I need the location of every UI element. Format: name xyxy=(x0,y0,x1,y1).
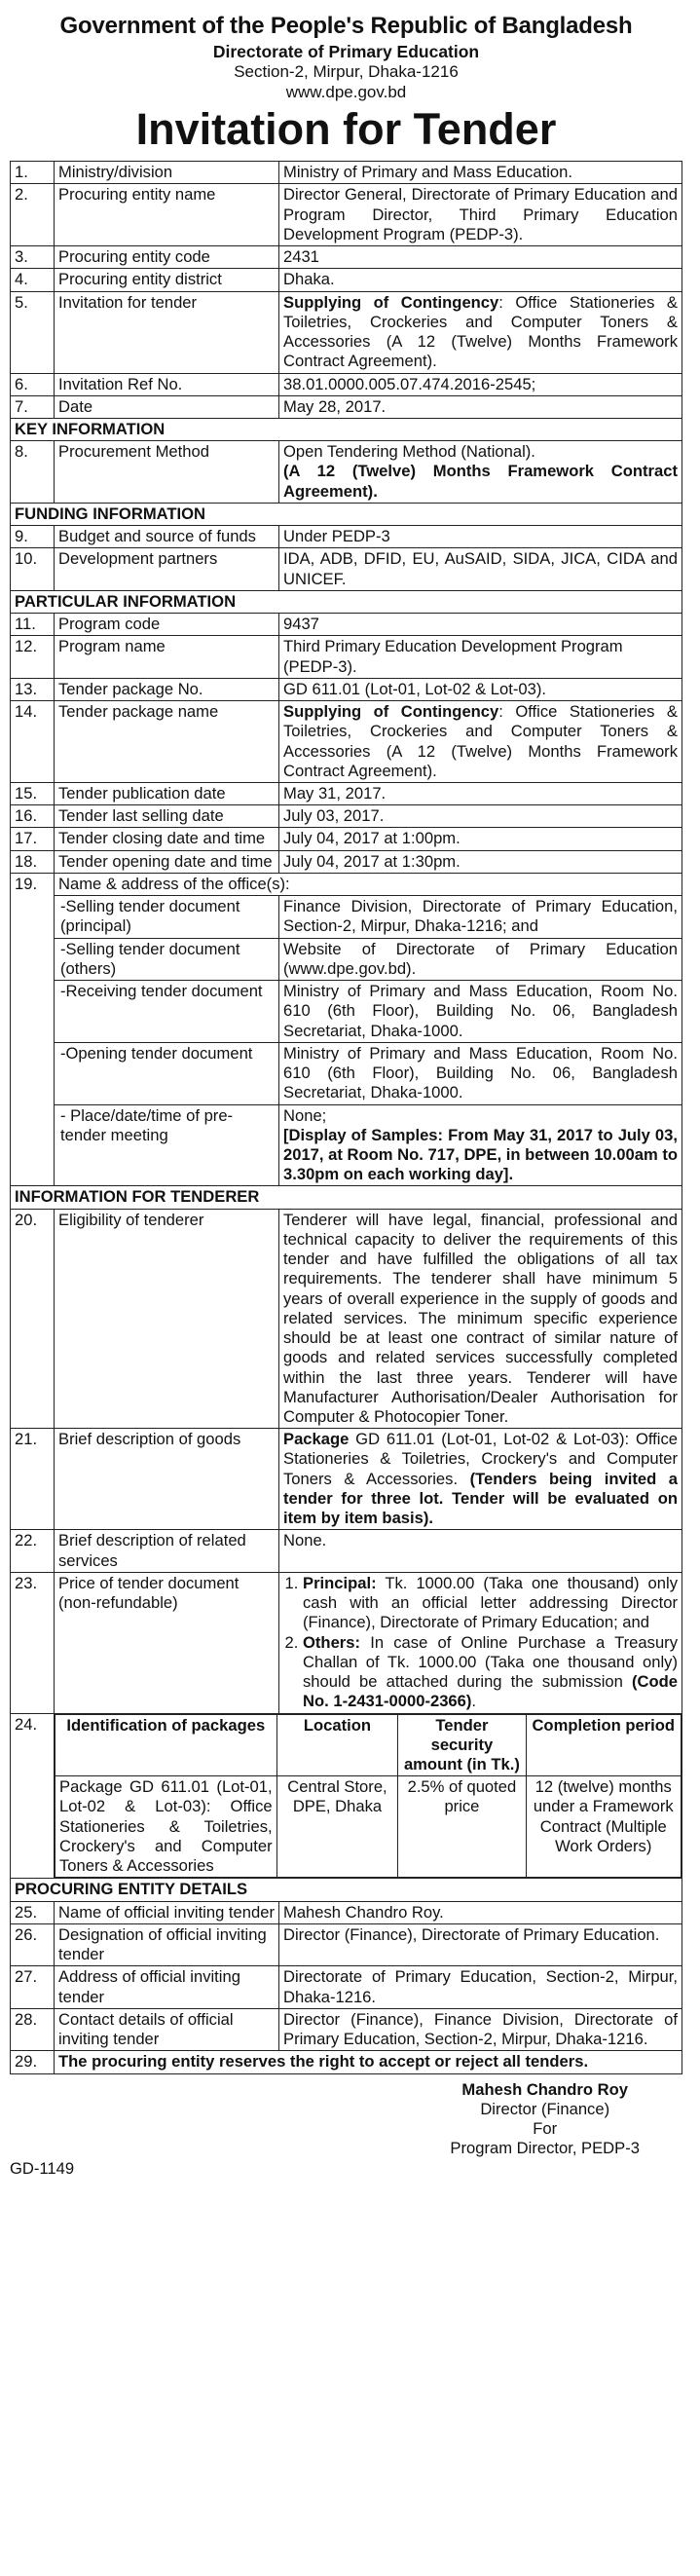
row-label: Program name xyxy=(55,636,279,678)
row-number: 9. xyxy=(11,526,55,548)
row-value: IDA, ADB, DFID, EU, AuSAID, SIDA, JICA, CIDA and UNICEF. xyxy=(279,548,682,590)
value-emphasis: Supplying of Contingency xyxy=(283,702,499,722)
row-value: The procuring entity reserves the right to accept or reject all tenders. xyxy=(55,2051,682,2073)
tender-details-table xyxy=(10,161,682,2073)
row-value: Under PEDP-3 xyxy=(279,526,682,548)
table-row xyxy=(11,526,682,548)
row-value xyxy=(279,291,682,373)
signatory-for: For xyxy=(533,2118,558,2138)
table-row xyxy=(11,636,682,678)
security-cell: 2.5% of quoted price xyxy=(398,1776,526,1878)
value-text: . xyxy=(471,1692,477,1711)
section-heading-row xyxy=(11,1879,682,1901)
value-emphasis: Others: xyxy=(303,1632,361,1652)
section-heading: PARTICULAR INFORMATION xyxy=(11,590,682,613)
column-header: Tender security amount (in Tk.) xyxy=(398,1714,526,1776)
row-number: 26. xyxy=(11,1923,55,1965)
table-row xyxy=(11,782,682,804)
row-number: 22. xyxy=(11,1530,55,1572)
row-value: Dhaka. xyxy=(279,269,682,291)
table-row xyxy=(11,184,682,246)
row-number: 5. xyxy=(11,291,55,373)
office-subrow xyxy=(11,1104,682,1186)
row-value: Mahesh Chandro Roy. xyxy=(279,1901,682,1923)
subrow-value: Ministry of Primary and Mass Education, Room No. 610 (6th Floor), Building No. 06, Bangladesh Secretariat, Dhaka-1000. xyxy=(279,981,682,1043)
value-emphasis: Supplying of Contingency xyxy=(283,292,499,312)
value-emphasis: Principal: xyxy=(303,1573,377,1592)
row-label: Invitation Ref No. xyxy=(55,373,279,395)
row-label: Designation of official inviting tender xyxy=(55,1923,279,1965)
value-emphasis: (A 12 (Twelve) Months Framework Contract Agreement). xyxy=(283,462,678,501)
row-value: Third Primary Education Development Program (PEDP-3). xyxy=(279,636,682,678)
table-row xyxy=(11,1923,682,1965)
subrow-value xyxy=(279,1104,682,1186)
subrow-label: - Place/date/time of pre-tender meeting xyxy=(55,1104,279,1186)
section-heading-row xyxy=(11,503,682,525)
table-row xyxy=(11,2008,682,2050)
row-label: Address of official inviting tender xyxy=(55,1966,279,2008)
value-text: Open Tendering Method (National). xyxy=(283,442,535,462)
row-number: 17. xyxy=(11,828,55,850)
table-row xyxy=(11,395,682,418)
row-value: Director General, Directorate of Primary Education and Program Director, Third Primary Education Development Program (PEDP-3). xyxy=(279,184,682,246)
row-value: Director (Finance), Finance Division, Directorate of Primary Education, Section-2, Mirpur, Dhaka-1216. xyxy=(279,2008,682,2050)
row-number: 1. xyxy=(11,162,55,184)
government-name: Government of the People's Republic of Bangladesh xyxy=(59,13,633,39)
row-label: Price of tender document (non-refundable) xyxy=(55,1572,279,1713)
row-number: 19. xyxy=(11,873,55,1186)
row-number: 29. xyxy=(11,2051,55,2073)
office-subrow xyxy=(11,981,682,1043)
row-value xyxy=(279,441,682,504)
column-header: Identification of packages xyxy=(55,1714,277,1776)
table-row xyxy=(11,1530,682,1572)
office-subrow xyxy=(11,896,682,938)
package-table-cell xyxy=(55,1713,682,1879)
notice-title: Invitation for Tender xyxy=(135,103,557,154)
value-emphasis: (Code No. 1-2431-0000-2366) xyxy=(303,1672,678,1711)
value-text: : Office Stationeries & Toiletries, Crockeries and Computer Toners & Accessories (A 12 (Twelve) Months Framework Contract Agreement). xyxy=(283,292,678,371)
row-value: July 03, 2017. xyxy=(279,805,682,828)
table-row xyxy=(11,1209,682,1429)
section-heading: PROCURING ENTITY DETAILS xyxy=(11,1879,682,1901)
signatory-designation: Director (Finance) xyxy=(480,2099,610,2118)
row-number: 28. xyxy=(11,2008,55,2050)
row-number: 12. xyxy=(11,636,55,678)
directorate-name: Directorate of Primary Education xyxy=(212,41,480,61)
row-number: 27. xyxy=(11,1966,55,2008)
row-number: 14. xyxy=(11,701,55,783)
row-label: Tender closing date and time xyxy=(55,828,279,850)
table-row xyxy=(11,701,682,783)
section-heading: FUNDING INFORMATION xyxy=(11,503,682,525)
row-label: Contact details of official inviting tender xyxy=(55,2008,279,2050)
directorate-address: Section-2, Mirpur, Dhaka-1216 xyxy=(234,62,459,82)
row-value xyxy=(279,1572,682,1713)
row-value: 38.01.0000.005.07.474.2016-2545; xyxy=(279,373,682,395)
section-heading-row xyxy=(11,590,682,613)
value-emphasis: [Display of Samples: From May 31, 2017 to July 03, 2017, at Room No. 717, DPE, in between 10.00am to 3.30pm on each working day]. xyxy=(283,1125,678,1184)
signatory-name: Mahesh Chandro Roy xyxy=(461,2079,628,2099)
section-heading-row xyxy=(11,1186,682,1209)
row-number: 8. xyxy=(11,441,55,504)
row-number: 23. xyxy=(11,1572,55,1713)
row-label: Tender publication date xyxy=(55,782,279,804)
row-value: July 04, 2017 at 1:00pm. xyxy=(279,828,682,850)
directorate-website: www.dpe.gov.bd xyxy=(285,82,407,101)
completion-cell: 12 (twelve) months under a Framework Contract (Multiple Work Orders) xyxy=(526,1776,682,1878)
row-label: Tender package name xyxy=(55,701,279,783)
table-row xyxy=(11,441,682,504)
row-number: 11. xyxy=(11,614,55,636)
list-item xyxy=(303,1633,678,1712)
row-number: 25. xyxy=(11,1901,55,1923)
list-item xyxy=(303,1574,678,1633)
office-subrow xyxy=(11,938,682,980)
row-label: Program code xyxy=(55,614,279,636)
row-number: 24. xyxy=(11,1713,55,1879)
table-row xyxy=(11,1966,682,2008)
row-number: 3. xyxy=(11,246,55,269)
table-row xyxy=(11,873,682,895)
subrow-label: -Selling tender document (principal) xyxy=(55,896,279,938)
signatory-organization: Program Director, PEDP-3 xyxy=(450,2139,640,2158)
package-table-row xyxy=(55,1776,682,1878)
table-row xyxy=(11,373,682,395)
row-label: Brief description of goods xyxy=(55,1429,279,1530)
table-row xyxy=(11,614,682,636)
subrow-value: Website of Directorate of Primary Education (www.dpe.gov.bd). xyxy=(279,938,682,980)
row-value: 2431 xyxy=(279,246,682,269)
table-row xyxy=(11,291,682,373)
location-cell: Central Store, DPE, Dhaka xyxy=(276,1776,398,1878)
row-label: Tender package No. xyxy=(55,678,279,700)
value-text: GD 611.01 (Lot-01, Lot-02 & Lot-03): Office Stationeries & Toiletries, Crockery's and Computer Toners & Accessories. xyxy=(283,1430,678,1488)
subrow-label: -Opening tender document xyxy=(55,1042,279,1104)
row-label: Invitation for tender xyxy=(55,291,279,373)
signature-block xyxy=(10,2080,682,2195)
row-value: Directorate of Primary Education, Section-2, Mirpur, Dhaka-1216. xyxy=(279,1966,682,2008)
row-label: Eligibility of tenderer xyxy=(55,1209,279,1429)
section-heading: KEY INFORMATION xyxy=(11,419,682,441)
row-value xyxy=(279,701,682,783)
value-text: None; xyxy=(283,1105,327,1125)
row-label: Procuring entity code xyxy=(55,246,279,269)
row-number: 6. xyxy=(11,373,55,395)
table-row xyxy=(11,1713,682,1879)
value-text: In case of Online Purchase a Treasury Challan of Tk. 1000.00 (Taka one thousand only) should be attached during the submission xyxy=(303,1632,678,1692)
row-number: 7. xyxy=(11,395,55,418)
row-label: Tender opening date and time xyxy=(55,850,279,873)
column-header: Location xyxy=(276,1714,398,1776)
value-text: Tk. 1000.00 (Taka one thousand) only cash with an official letter addressing Director (Finance), Directorate of Primary Education; and xyxy=(303,1573,678,1632)
table-row xyxy=(11,850,682,873)
row-value: May 31, 2017. xyxy=(279,782,682,804)
row-value: None. xyxy=(279,1530,682,1572)
row-value: 9437 xyxy=(279,614,682,636)
row-value xyxy=(279,1429,682,1530)
value-text: : Office Stationeries & Toiletries, Crockeries and Computer Toners & Accessories (A 12 (Twelve) Months Framework Contract Agreement). xyxy=(283,702,678,780)
table-row xyxy=(11,548,682,590)
package-table-header xyxy=(55,1714,682,1776)
row-label: Brief description of related services xyxy=(55,1530,279,1572)
table-row xyxy=(11,162,682,184)
section-heading: INFORMATION FOR TENDERER xyxy=(11,1186,682,1209)
row-label: Name & address of the office(s): xyxy=(55,873,682,895)
table-row xyxy=(11,828,682,850)
row-label: Procuring entity name xyxy=(55,184,279,246)
table-row xyxy=(11,805,682,828)
row-value: Tenderer will have legal, financial, professional and technical capacity to deliver the requirements of this tender and have fulfilled the obligations of all tax requirements. The tenderer shall have minimum 5 years of overall experience in the supply of goods and related services. The minimum specific experience should be at least one contract of similar nature of goods and related services successfully completed within the last three years. Tenderer will have Manufacturer Authorisation/Dealer Authorisation for Computer & Photocopier Toner. xyxy=(279,1209,682,1429)
section-heading-row xyxy=(11,419,682,441)
notice-header xyxy=(10,14,682,153)
row-value: May 28, 2017. xyxy=(279,395,682,418)
value-emphasis: Package xyxy=(283,1430,350,1449)
subrow-label: -Selling tender document (others) xyxy=(55,938,279,980)
row-value: July 04, 2017 at 1:30pm. xyxy=(279,850,682,873)
package-table xyxy=(55,1714,682,1879)
value-emphasis: (Tenders being invited a tender for three lot. Tender will be evaluated on item by item basis). xyxy=(283,1469,678,1528)
table-row xyxy=(11,678,682,700)
row-number: 10. xyxy=(11,548,55,590)
table-row xyxy=(11,1901,682,1923)
row-value: GD 611.01 (Lot-01, Lot-02 & Lot-03). xyxy=(279,678,682,700)
price-list xyxy=(283,1574,678,1712)
row-value: Director (Finance), Directorate of Primary Education. xyxy=(279,1923,682,1965)
gd-code: GD-1149 xyxy=(10,2159,75,2179)
subrow-value: Finance Division, Directorate of Primary Education, Section-2, Mirpur, Dhaka-1216; and xyxy=(279,896,682,938)
row-number: 4. xyxy=(11,269,55,291)
table-row xyxy=(11,269,682,291)
row-number: 15. xyxy=(11,782,55,804)
office-subrow xyxy=(11,1042,682,1104)
subrow-label: -Receiving tender document xyxy=(55,981,279,1043)
subrow-value: Ministry of Primary and Mass Education, Room No. 610 (6th Floor), Building No. 06, Bangladesh Secretariat, Dhaka-1000. xyxy=(279,1042,682,1104)
row-label: Procuring entity district xyxy=(55,269,279,291)
row-label: Development partners xyxy=(55,548,279,590)
row-label: Ministry/division xyxy=(55,162,279,184)
row-label: Budget and source of funds xyxy=(55,526,279,548)
row-label: Name of official inviting tender xyxy=(55,1901,279,1923)
row-number: 20. xyxy=(11,1209,55,1429)
table-row xyxy=(11,246,682,269)
row-number: 16. xyxy=(11,805,55,828)
table-row xyxy=(11,1429,682,1530)
row-label: Date xyxy=(55,395,279,418)
row-value: Ministry of Primary and Mass Education. xyxy=(279,162,682,184)
column-header: Completion period xyxy=(526,1714,682,1776)
table-row xyxy=(11,1572,682,1713)
signatory xyxy=(450,2080,640,2159)
row-label: Procurement Method xyxy=(55,441,279,504)
row-number: 18. xyxy=(11,850,55,873)
row-number: 21. xyxy=(11,1429,55,1530)
row-number: 2. xyxy=(11,184,55,246)
row-label: Tender last selling date xyxy=(55,805,279,828)
row-number: 13. xyxy=(11,678,55,700)
table-row xyxy=(11,2051,682,2073)
package-cell: Package GD 611.01 (Lot-01, Lot-02 & Lot-03): Office Stationeries & Toiletries, Crockery's and Computer Toners & Accessories xyxy=(55,1776,277,1878)
